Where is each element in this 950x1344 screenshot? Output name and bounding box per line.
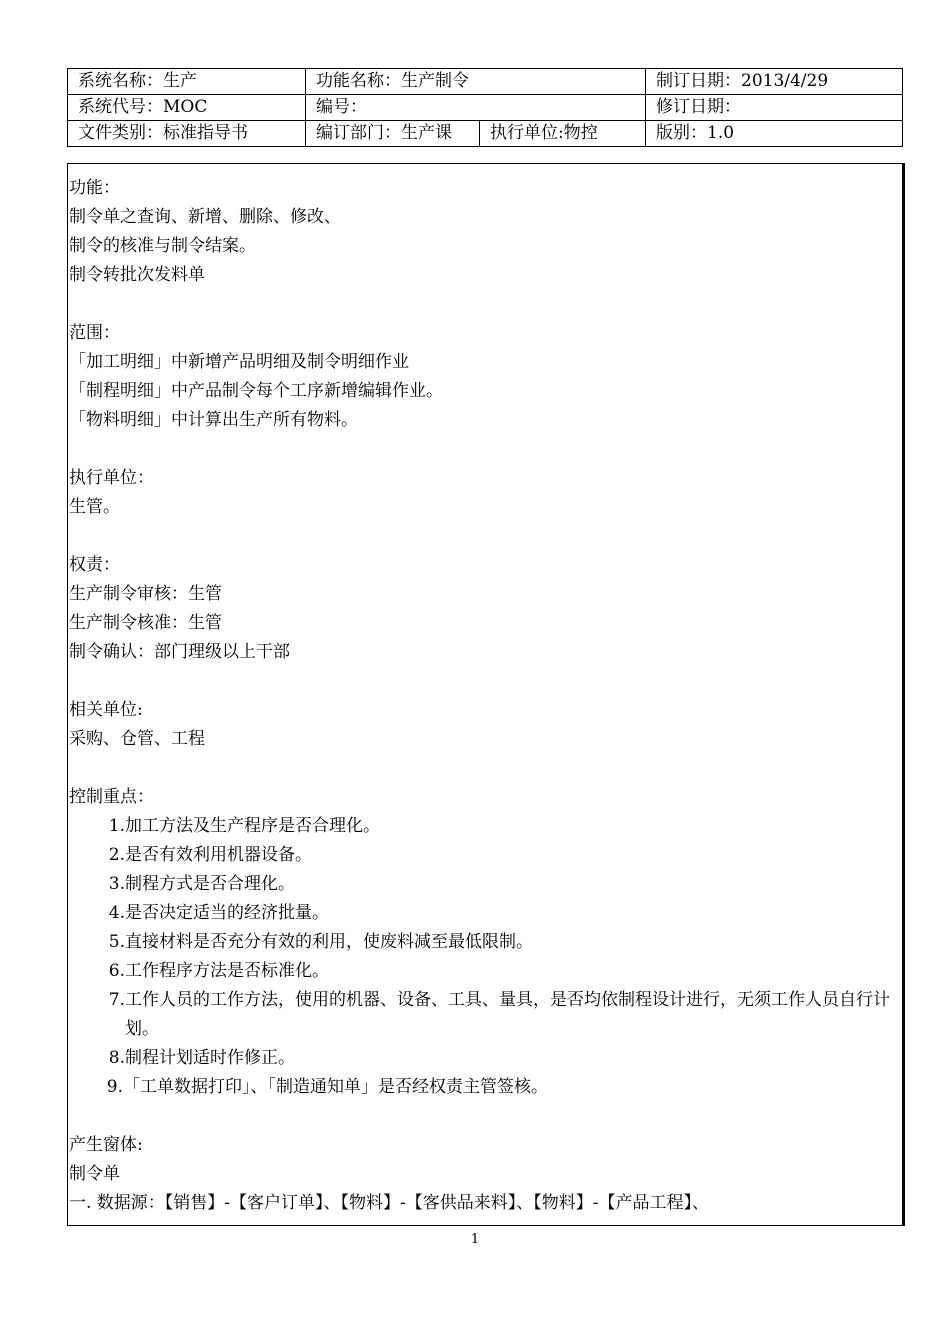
doc-number-cell: 编号：	[306, 95, 646, 121]
duty-line: 生产制令核准：生管	[69, 613, 222, 633]
exec-title: 执行单位：	[69, 468, 154, 488]
duty-line: 生产制令审核：生管	[69, 584, 222, 604]
control-item: 4. 是否决定适当的经济批量。	[108, 903, 329, 923]
function-name-cell: 功能名称：生产制令	[306, 69, 646, 95]
header-row-2	[68, 95, 903, 121]
window-title: 产生窗体:	[69, 1135, 143, 1155]
version-cell: 版别：1.0	[646, 121, 903, 147]
content-body	[69, 174, 902, 1218]
duty-line: 制令确认：部门理级以上干部	[69, 642, 290, 662]
control-item: 1. 加工方法及生产程序是否合理化。	[108, 816, 380, 836]
window-line: 一. 数据源：【销售】-【客户订单】、【物料】-【客供品来料】、【物料】-【产品工程】、	[69, 1193, 710, 1213]
header-row-3	[68, 121, 903, 147]
scope-line: 「物料明细」中计算出生产所有物料。	[69, 410, 358, 430]
header-row-1	[68, 69, 903, 95]
doc-type-cell: 文件类别：标准指导书	[68, 121, 306, 147]
scope-line: 「制程明细」中产品制令每个工序新增编辑作业。	[69, 381, 443, 401]
control-item: 7. 工作人员的工作方法，使用的机器、设备、工具、量具，是否均依制程设计进行，无须工作人员自行计划。	[108, 990, 890, 1039]
function-title: 功能：	[69, 178, 120, 198]
control-title: 控制重点：	[69, 787, 154, 807]
exec-unit-cell: 执行单位:物控	[480, 121, 646, 147]
related-title: 相关单位:	[69, 700, 143, 720]
control-item: 5. 直接材料是否充分有效的利用，使废料减至最低限制。	[108, 932, 533, 952]
page-number: 1	[470, 1232, 480, 1247]
content-box	[67, 163, 905, 1226]
control-item: 3. 制程方式是否合理化。	[108, 874, 295, 894]
control-list	[69, 812, 902, 1102]
scope-title: 范围：	[69, 323, 120, 343]
scope-line: 「加工明细」中新增产品明细及制令明细作业	[69, 352, 409, 372]
control-item: 2. 是否有效利用机器设备。	[108, 845, 312, 865]
duty-title: 权责：	[69, 555, 120, 575]
window-line: 制令单	[69, 1164, 120, 1184]
related-line: 采购、仓管、工程	[69, 729, 205, 749]
document-header-table	[67, 68, 903, 147]
exec-line: 生管。	[69, 497, 120, 517]
function-line: 制令的核准与制令结案。	[69, 236, 256, 256]
function-line: 制令转批次发料单	[69, 265, 205, 285]
control-item: 8. 制程计划适时作修正。	[108, 1048, 295, 1068]
system-name-cell: 系统名称：生产	[68, 69, 306, 95]
created-date-cell: 制订日期：2013/4/29	[646, 69, 903, 95]
control-item: 6. 工作程序方法是否标准化。	[108, 961, 329, 981]
function-line: 制令单之查询、新增、删除、修改、	[69, 207, 341, 227]
editing-dept-cell: 编订部门：生产课	[306, 121, 480, 147]
control-item: 9. 「工单数据打印」、「制造通知单」是否经权责主管签核。	[106, 1077, 548, 1097]
revised-date-cell: 修订日期：	[646, 95, 903, 121]
system-code-cell: 系统代号：MOC	[68, 95, 306, 121]
